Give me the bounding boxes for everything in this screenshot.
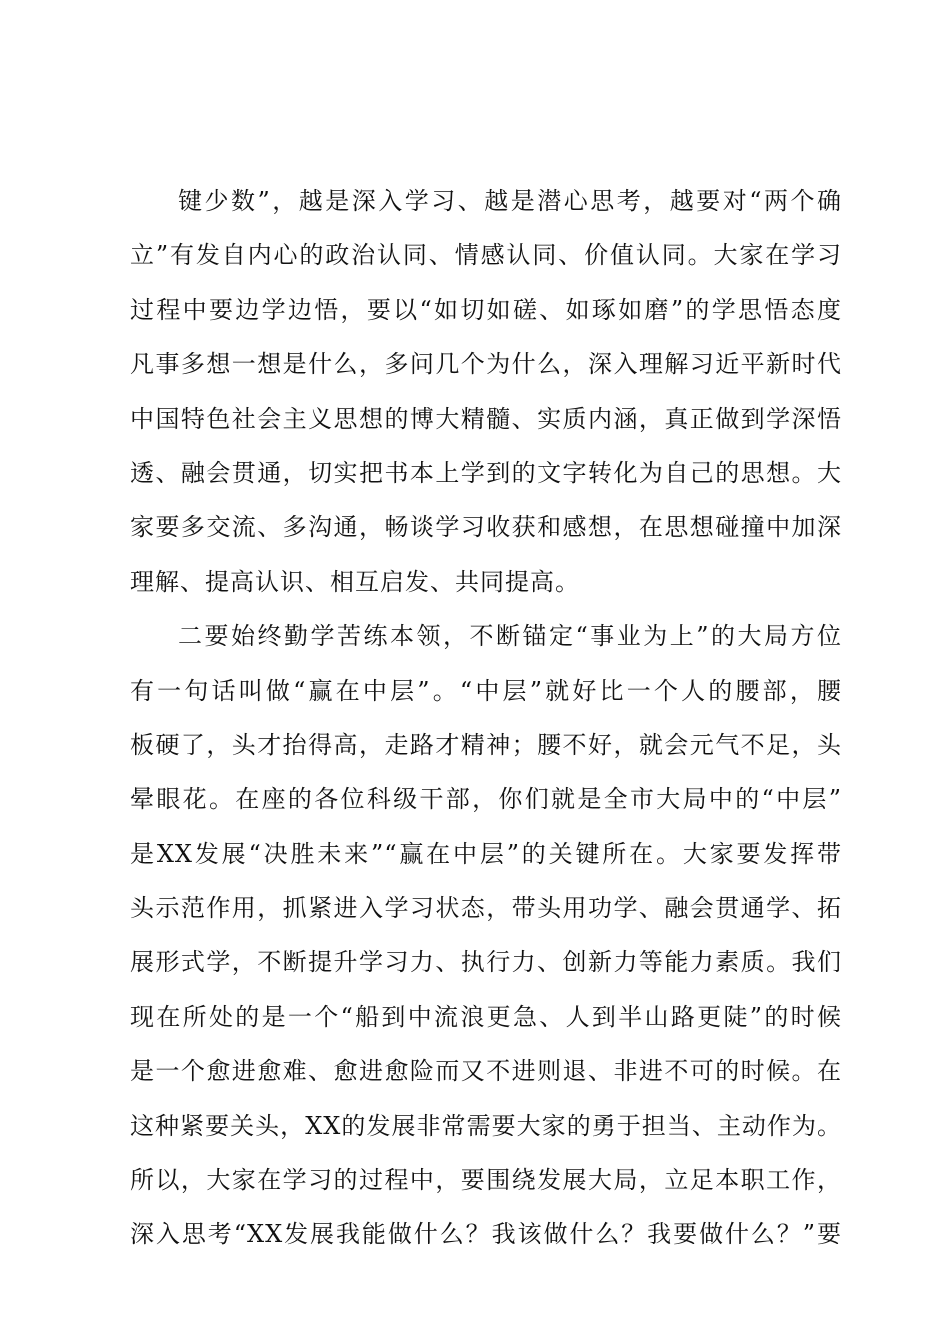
text-line: 晕眼花。在座的各位科级干部，你们就是全市大局中的“中层”	[130, 785, 842, 814]
text-line: 是XX发展“决胜未来”“赢在中层”的关键所在。大家要发挥带	[130, 839, 842, 868]
text-line: 立”有发自内心的政治认同、情感认同、价值认同。大家在学习	[130, 241, 842, 270]
text-line: 中国特色社会主义思想的博大精髓、实质内涵，真正做到学深悟	[130, 404, 842, 433]
text-line: 现在所处的是一个“船到中流浪更急、人到半山路更陡”的时候	[130, 1002, 842, 1031]
text-line: 键少数”，越是深入学习、越是潜心思考，越要对“两个确	[178, 187, 842, 215]
text-line: 这种紧要关头，XX的发展非常需要大家的勇于担当、主动作为。	[130, 1111, 842, 1140]
text-line: 理解、提高认识、相互启发、共同提高。	[130, 567, 580, 596]
text-line: 所以，大家在学习的过程中，要围绕发展大局，立足本职工作，	[130, 1166, 842, 1195]
text-line: 板硬了，头才抬得高，走路才精神；腰不好，就会元气不足，头	[130, 730, 842, 759]
text-line: 头示范作用，抓紧进入学习状态，带头用功学、融会贯通学、拓	[130, 894, 842, 923]
text-line: 深入思考“XX发展我能做什么？我该做什么？我要做什么？”要	[130, 1220, 842, 1249]
text-line: 凡事多想一想是什么，多问几个为什么，深入理解习近平新时代	[130, 350, 842, 379]
body-text	[130, 183, 842, 1271]
paragraph-2	[130, 618, 842, 1271]
text-line: 家要多交流、多沟通，畅谈学习收获和感想，在思想碰撞中加深	[130, 513, 842, 542]
text-line: 过程中要边学边悟，要以“如切如磋、如琢如磨”的学思悟态度	[130, 295, 842, 324]
paragraph-1	[130, 183, 842, 618]
text-line: 是一个愈进愈难、愈进愈险而又不进则退、非进不可的时候。在	[130, 1057, 842, 1086]
text-line: 展形式学，不断提升学习力、执行力、创新力等能力素质。我们	[130, 948, 842, 977]
text-line: 透、融会贯通，切实把书本上学到的文字转化为自己的思想。大	[130, 458, 842, 487]
text-line: 有一句话叫做“赢在中层”。“中层”就好比一个人的腰部，腰	[130, 676, 842, 705]
text-line: 二要始终勤学苦练本领，不断锚定“事业为上”的大局方位	[178, 622, 842, 651]
